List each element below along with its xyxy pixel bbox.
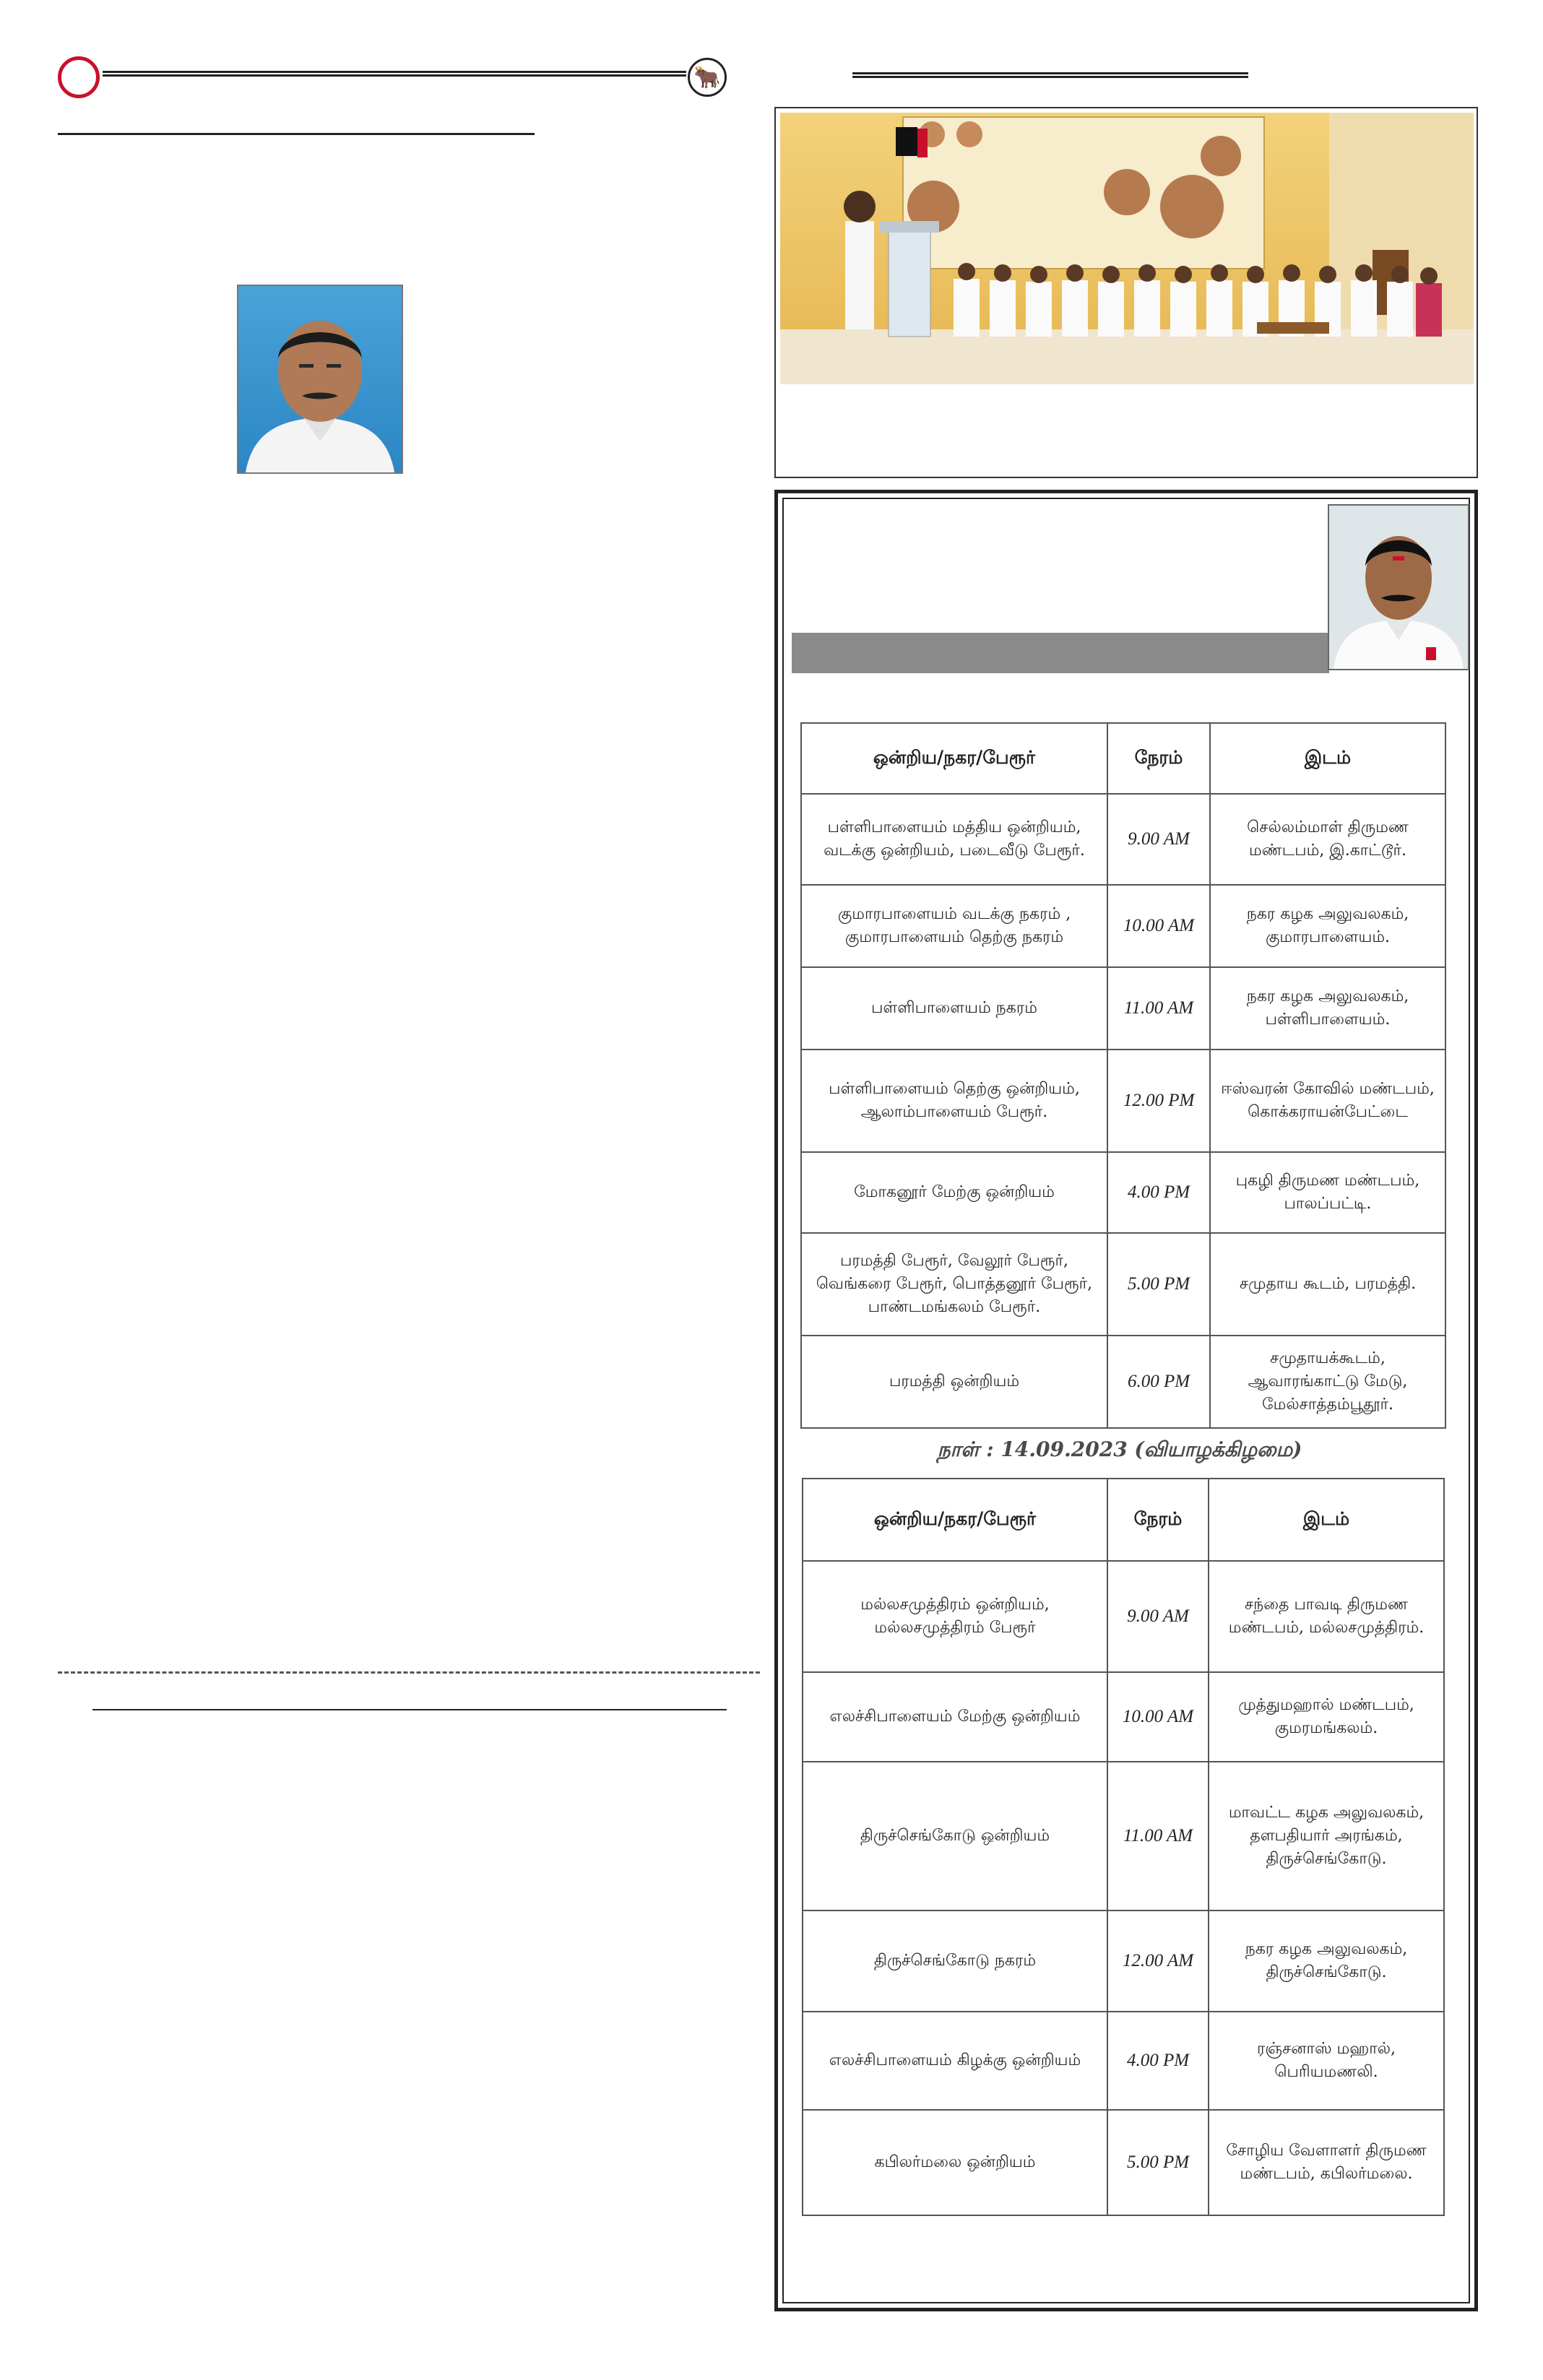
bull-emblem-icon: 🐂 <box>688 58 727 97</box>
place-cell: ஈஸ்வரன் கோவில் மண்டபம், கொக்கராயன்பேட்டை <box>1210 1050 1445 1152</box>
time-cell: 9.00 AM <box>1107 794 1210 885</box>
area-cell: பள்ளிபாளையம் நகரம் <box>801 967 1107 1050</box>
header-rule <box>103 71 686 77</box>
area-cell: திருச்செங்கோடு ஒன்றியம் <box>803 1762 1107 1911</box>
place-cell: நகர கழக அலுவலகம், பள்ளிபாளையம். <box>1210 967 1445 1050</box>
portrait-photo-right <box>1328 504 1469 670</box>
place-cell: ரஞ்சனாஸ் மஹால், பெரியமணலி. <box>1209 2012 1444 2110</box>
time-cell: 5.00 PM <box>1107 2110 1209 2215</box>
table-row <box>803 1672 1444 1762</box>
table-row <box>803 2110 1444 2215</box>
section-divider-rule <box>92 1709 727 1710</box>
schedule-date: நாள் : 14.09.2023 (வியாழக்கிழமை) <box>937 1437 1302 1461</box>
area-cell: எலச்சிபாளையம் மேற்கு ஒன்றியம் <box>803 1672 1107 1762</box>
place-cell: புகழி திருமண மண்டபம், பாலப்பட்டி. <box>1210 1152 1445 1233</box>
time-cell: 4.00 PM <box>1107 1152 1210 1233</box>
schedule-table-1 <box>800 722 1446 1429</box>
header-place: இடம் <box>1210 723 1445 794</box>
time-cell: 12.00 AM <box>1107 1911 1209 2012</box>
area-cell: கபிலர்மலை ஒன்றியம் <box>803 2110 1107 2215</box>
area-cell: மல்லசமுத்திரம் ஒன்றியம், மல்லசமுத்திரம் பேரூர் <box>803 1561 1107 1672</box>
header-place: இடம் <box>1209 1479 1444 1561</box>
event-photo-frame <box>774 107 1478 478</box>
time-cell: 5.00 PM <box>1107 1233 1210 1336</box>
schedule-table-2 <box>802 1478 1445 2216</box>
area-cell: எலச்சிபாளையம் கிழக்கு ஒன்றியம் <box>803 2012 1107 2110</box>
table-row <box>801 794 1445 885</box>
place-cell: நகர கழக அலுவலகம், திருச்செங்கோடு. <box>1209 1911 1444 2012</box>
place-cell: முத்துமஹால் மண்டபம், குமரமங்கலம். <box>1209 1672 1444 1762</box>
area-cell: திருச்செங்கோடு நகரம் <box>803 1911 1107 2012</box>
time-cell: 10.00 AM <box>1107 885 1210 967</box>
time-cell: 4.00 PM <box>1107 2012 1209 2110</box>
table-header-row <box>803 1479 1444 1561</box>
masthead-logo-icon <box>58 56 100 98</box>
header-time: நேரம் <box>1107 1479 1209 1561</box>
table-row <box>801 1152 1445 1233</box>
area-cell: குமாரபாளையம் வடக்கு நகரம் , குமாரபாளையம் தெற்கு நகரம் <box>801 885 1107 967</box>
area-cell: பள்ளிபாளையம் தெற்கு ஒன்றியம், ஆலாம்பாளையம் பேரூர். <box>801 1050 1107 1152</box>
table-header-row <box>801 723 1445 794</box>
table-row <box>801 1050 1445 1152</box>
section-divider-dashed <box>58 1671 760 1674</box>
place-cell: நகர கழக அலுவலகம், குமாரபாளையம். <box>1210 885 1445 967</box>
area-cell: மோகனூர் மேற்கு ஒன்றியம் <box>801 1152 1107 1233</box>
time-cell: 11.00 AM <box>1107 1762 1209 1911</box>
place-cell: மாவட்ட கழக அலுவலகம், தளபதியார் அரங்கம், திருச்செங்கோடு. <box>1209 1762 1444 1911</box>
table-row <box>803 2012 1444 2110</box>
left-column-rule <box>58 133 535 135</box>
header-area: ஒன்றிய/நகர/பேரூர் <box>803 1479 1107 1561</box>
time-cell: 6.00 PM <box>1107 1336 1210 1428</box>
time-cell: 9.00 AM <box>1107 1561 1209 1672</box>
place-cell: சந்தை பாவடி திருமண மண்டபம், மல்லசமுத்திரம். <box>1209 1561 1444 1672</box>
table-row <box>801 1336 1445 1428</box>
place-cell: செல்லம்மாள் திருமண மண்டபம், இ.காட்டூர். <box>1210 794 1445 885</box>
header-time: நேரம் <box>1107 723 1210 794</box>
table-row <box>801 885 1445 967</box>
table-row <box>803 1911 1444 2012</box>
area-cell: பள்ளிபாளையம் மத்திய ஒன்றியம், வடக்கு ஒன்றியம், படைவீடு பேரூர். <box>801 794 1107 885</box>
area-cell: பரமத்தி பேரூர், வேலூர் பேரூர், வெங்கரை பேரூர், பொத்தனூர் பேரூர், பாண்டமங்கலம் பேரூர். <box>801 1233 1107 1336</box>
event-photo <box>780 113 1474 384</box>
time-cell: 11.00 AM <box>1107 967 1210 1050</box>
table-row <box>801 1233 1445 1336</box>
time-cell: 10.00 AM <box>1107 1672 1209 1762</box>
header-area: ஒன்றிய/நகர/பேரூர் <box>801 723 1107 794</box>
time-cell: 12.00 PM <box>1107 1050 1210 1152</box>
place-cell: சமுதாய கூடம், பரமத்தி. <box>1210 1233 1445 1336</box>
schedule-title-band <box>792 633 1329 673</box>
area-cell: பரமத்தி ஒன்றியம் <box>801 1336 1107 1428</box>
portrait-photo-left <box>237 285 403 474</box>
place-cell: சோழிய வேளாளர் திருமண மண்டபம், கபிலர்மலை. <box>1209 2110 1444 2215</box>
place-cell: சமுதாயக்கூடம், ஆவாரங்காட்டு மேடு, மேல்சாத்தம்பூதூர். <box>1210 1336 1445 1428</box>
table-row <box>803 1762 1444 1911</box>
table-row <box>801 967 1445 1050</box>
table-row <box>803 1561 1444 1672</box>
right-header-rule <box>852 72 1248 78</box>
